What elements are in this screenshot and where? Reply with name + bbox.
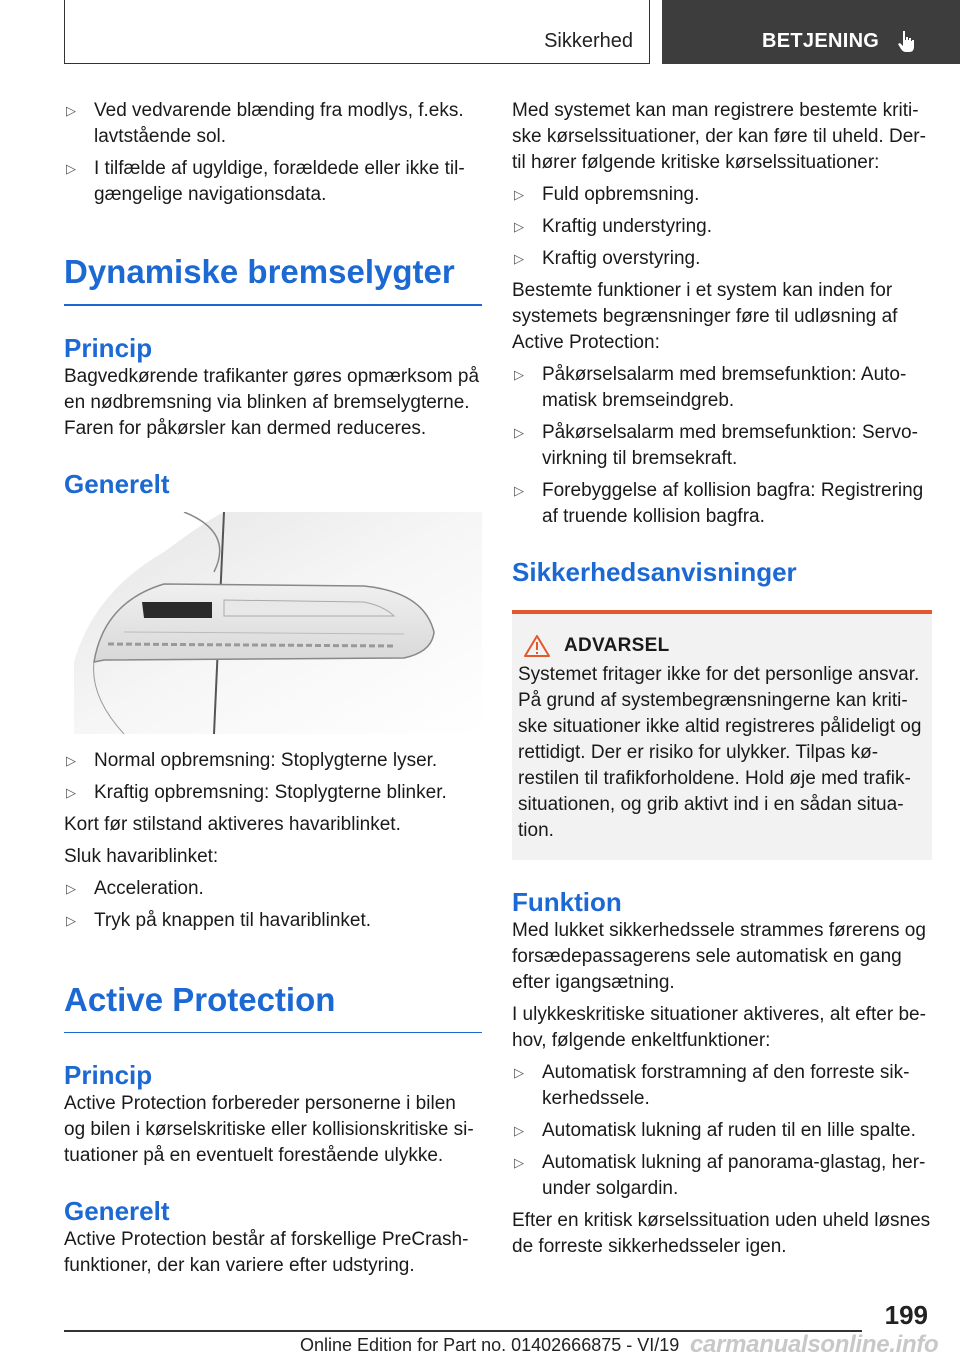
left-column [64, 98, 482, 1279]
bullet-text: Acceleration. [94, 877, 204, 899]
list-item [512, 1060, 932, 1112]
list-item [64, 908, 482, 934]
ap-intro-text: Med systemet kan man registrere bestemte kritiske kørselssituationer, der kan føre til uheld. Dertil hører følgende kritiske kørselssituationer: [512, 100, 926, 173]
page-number: 199 [884, 1300, 928, 1330]
warning-triangle-icon [524, 634, 550, 658]
bullet-text: Påkørselsalarm med bremsefunktion: Automatisk bremseindgreb. [542, 364, 907, 411]
bullet-text: Tryk på knappen til havariblinket. [94, 909, 372, 931]
list-item [64, 156, 482, 208]
triangle-bullet-icon: ▷ [66, 103, 76, 118]
triangle-bullet-icon: ▷ [514, 1123, 524, 1138]
subheading-safety: Sikkerhedsanvisninger [512, 557, 797, 587]
triangle-bullet-icon: ▷ [514, 1155, 524, 1170]
bullet-text: Fuld opbremsning. [542, 184, 700, 205]
warning-text: Systemet fritager ikke for det personlige ansvar. På grund af systembegrænsningerne kan kritiske situationer ikke altid registreres pålideligt og rettidigt. Der er risiko for ulykker. Tilpas kørestilen til trafikforholdene. Hold øje med trafiksituationen, og grib aktivt ind i en sådan situation. [518, 664, 922, 841]
list-item [512, 1118, 932, 1144]
triangle-bullet-icon: ▷ [514, 1065, 524, 1080]
triangle-bullet-icon: ▷ [514, 367, 524, 382]
list-item [512, 420, 932, 472]
brake-hazard-text: Kort før stilstand aktiveres havariblinket. [64, 813, 401, 835]
ap-principle-text: Active Protection forbereder personerne i bilen og bilen i kørselskritiske eller kollisionskritiske situationer på en eventuelt forestående ulykke. [64, 1093, 474, 1166]
bullet-text: Automatisk forstramning af den forreste sikkerhedssele. [542, 1062, 910, 1109]
subheading-function: Funktion [512, 887, 622, 917]
brake-principle-text: Bagvedkørende trafikanter gøres opmærksom på en nødbremsning via blinken af bremselygterne. Faren for påkørsler kan dermed reduceres. [64, 365, 480, 439]
list-item [512, 182, 932, 208]
triangle-bullet-icon: ▷ [66, 752, 76, 768]
footer-edition: Online Edition for Part no. 01402666875 - VI/19 [300, 1335, 680, 1355]
subheading-general: Generelt [64, 468, 170, 499]
bullet-text: Automatisk lukning af ruden til en lille spalte. [542, 1120, 916, 1141]
list-item [64, 748, 482, 774]
list-item [512, 362, 932, 414]
subheading-principle: Princip [64, 332, 153, 363]
header-section-box [64, 0, 650, 64]
function-text-1: Med lukket sikkerhedssele strammes førerens og forsædepassagerens sele automatisk en gang efter igangsætning. [512, 920, 926, 993]
tail-light-illustration [64, 512, 482, 734]
ap-trigger-text: Bestemte funktioner i et system kan inden for systemets begrænsninger føre til udløsning af Active Protection: [512, 280, 898, 353]
tail-light-photo [64, 512, 482, 734]
function-text-3: Efter en kritisk kørselssituation uden uheld løsnes de forreste sikkerhedsseler igen. [512, 1210, 931, 1257]
list-item [64, 780, 482, 806]
warning-box [512, 610, 932, 860]
function-text-2: I ulykkeskritiske situationer aktiveres, alt efter behov, følgende enkeltfunktioner: [512, 1004, 926, 1051]
header-section-title: Sikkerhed [544, 30, 633, 52]
section-heading-brake-lights: Dynamiske bremselygter [64, 253, 455, 290]
right-column [512, 98, 932, 1260]
triangle-bullet-icon: ▷ [514, 425, 524, 440]
list-item [64, 876, 482, 902]
bullet-text: Kraftig overstyring. [542, 248, 701, 269]
watermark: carmanualsonline.info [690, 1331, 939, 1358]
brake-hazard-off-text: Sluk havariblinket: [64, 845, 219, 867]
hand-pointer-icon [894, 28, 920, 54]
triangle-bullet-icon: ▷ [514, 251, 524, 266]
warning-title: ADVARSEL [564, 635, 670, 656]
triangle-bullet-icon: ▷ [66, 784, 76, 800]
bullet-text: Kraftig understyring. [542, 216, 713, 237]
bullet-text: Automatisk lukning af panorama-glastag, herunder solgardin. [542, 1152, 926, 1199]
bullet-text: Påkørselsalarm med bremsefunktion: Servovirkning til bremsekraft. [542, 422, 918, 469]
list-item [512, 1150, 932, 1202]
triangle-bullet-icon: ▷ [514, 219, 524, 234]
bullet-text: Normal opbremsning: Stoplygterne lyser. [94, 749, 438, 771]
header-chapter-label: BETJENING [762, 30, 880, 52]
header-chapter-tab [662, 0, 960, 64]
warning-header [518, 634, 926, 658]
bullet-text: I tilfælde af ugyldige, forældede eller ikke tilgængelige navigationsdata. [94, 158, 465, 205]
section-heading-active-protection: Active Protection [64, 980, 336, 1018]
triangle-bullet-icon: ▷ [514, 187, 524, 202]
triangle-bullet-icon: ▷ [514, 483, 524, 498]
list-item [512, 214, 932, 240]
list-item [64, 98, 482, 150]
ap-general-text: Active Protection består af forskellige PreCrash-funktioner, der kan variere efter udstyring. [64, 1229, 469, 1276]
bullet-text: Ved vedvarende blænding fra modlys, f.eks. lavtstående sol. [94, 100, 464, 147]
bullet-text: Forebyggelse af kollision bagfra: Registrering af truende kollision bagfra. [542, 480, 924, 527]
triangle-bullet-icon: ▷ [66, 880, 76, 896]
subheading-general: Generelt [64, 1196, 170, 1226]
subheading-principle: Princip [64, 1060, 153, 1090]
list-item [512, 478, 932, 530]
triangle-bullet-icon: ▷ [66, 161, 76, 176]
triangle-bullet-icon: ▷ [66, 912, 76, 928]
bullet-text: Kraftig opbremsning: Stoplygterne blinker. [94, 781, 447, 803]
list-item [512, 246, 932, 272]
